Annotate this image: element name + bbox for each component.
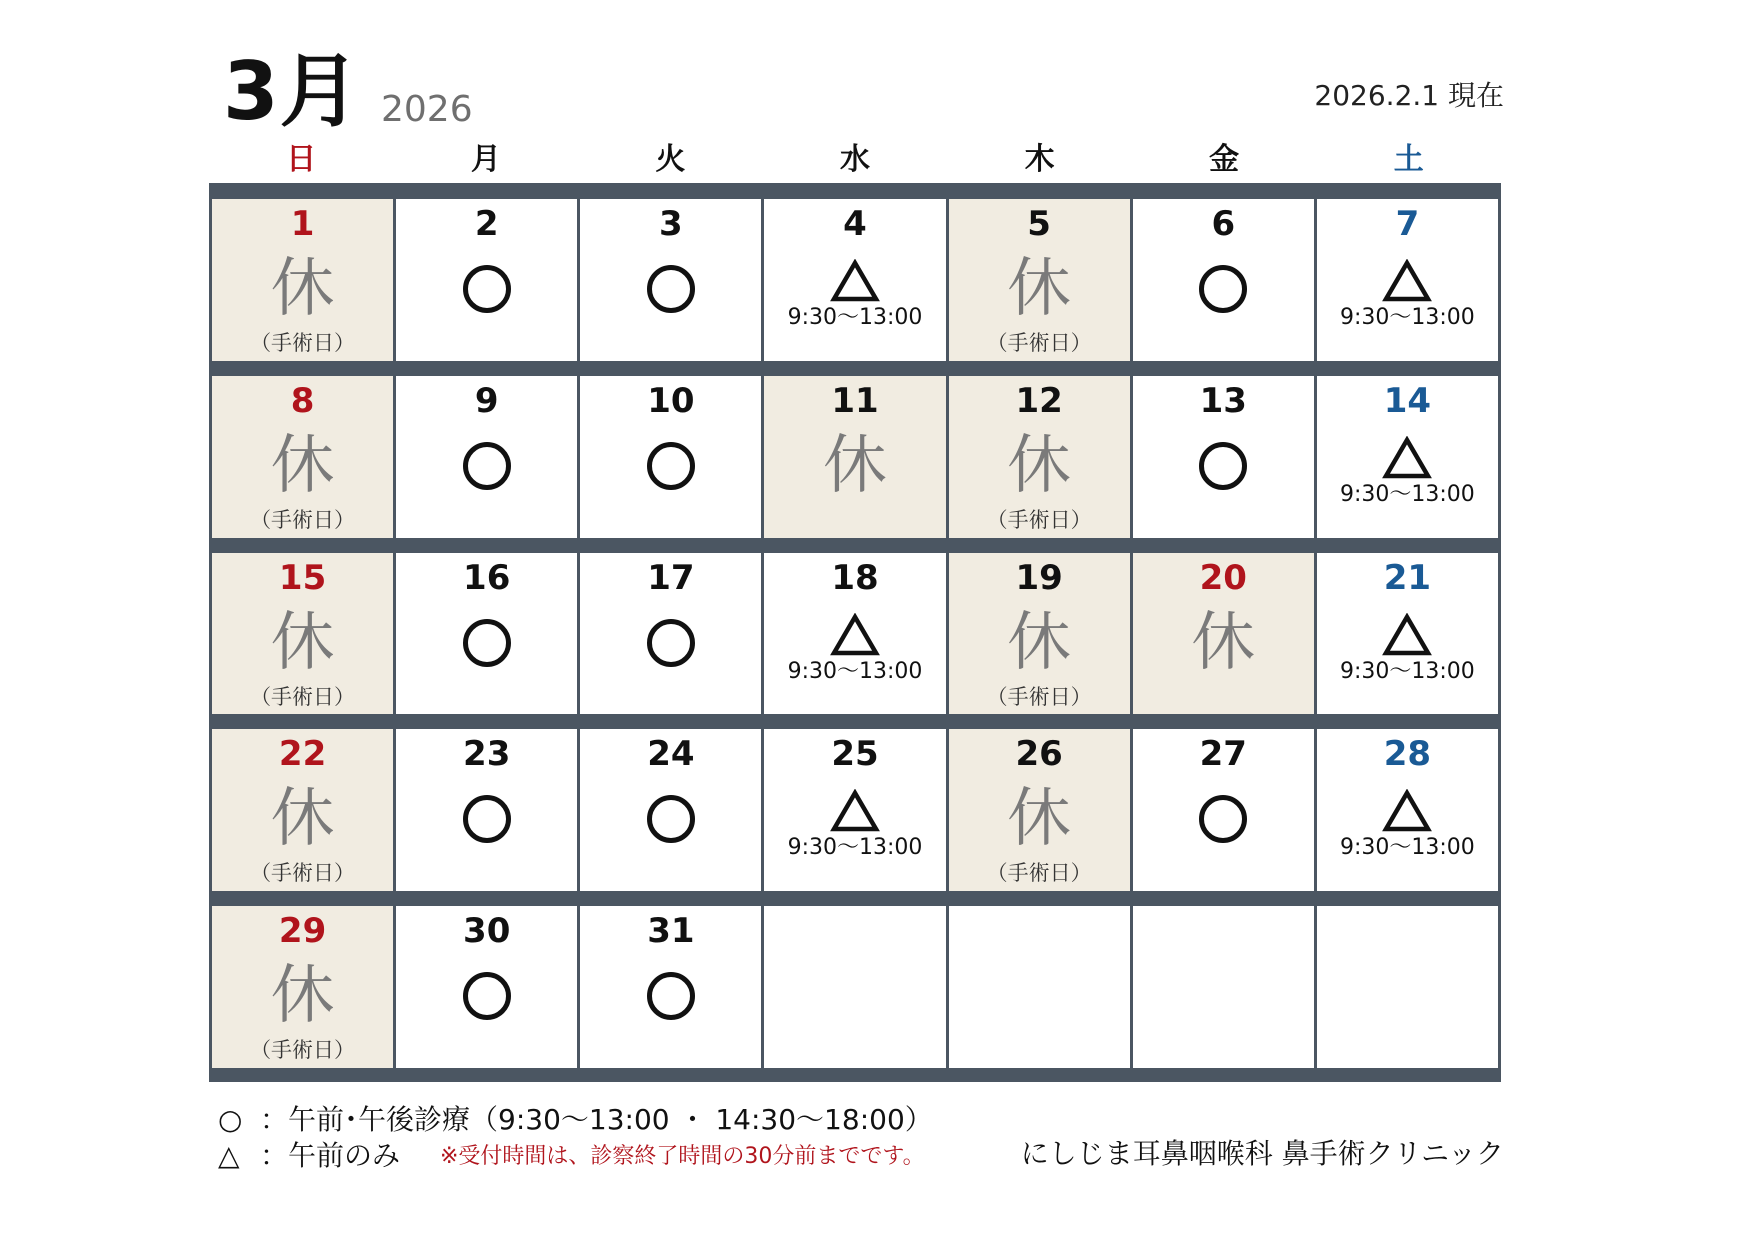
reception-notice: ※受付時間は、診察終了時間の30分前までです。: [440, 1144, 925, 1169]
day-cell: [396, 906, 577, 1068]
day-number: 25: [831, 734, 879, 775]
calendar-grid: [209, 183, 1501, 1082]
legend-morning: [218, 1139, 401, 1172]
weekday-mon: 月: [470, 142, 501, 177]
day-number: 4: [843, 204, 867, 244]
day-cell: [212, 729, 393, 891]
day-number: 28: [1383, 734, 1432, 775]
day-number: 31: [647, 911, 695, 952]
clinic-name: にしじま耳鼻咽喉科 鼻手術クリニック: [1020, 1137, 1504, 1170]
closed-mark: 休: [1007, 252, 1072, 326]
month-title: 3月: [223, 45, 361, 138]
weekday-header: [209, 140, 1501, 180]
day-number: 1: [290, 204, 315, 244]
day-number: 5: [1027, 204, 1051, 244]
empty-day-cell: [949, 906, 1130, 1068]
legend-morning-text: ：午前のみ: [260, 1139, 401, 1172]
day-number: 11: [831, 380, 879, 421]
closed-mark: 休: [270, 605, 335, 680]
day-cell: [1317, 553, 1498, 715]
surgery-day-note: （手術日）: [250, 861, 356, 886]
day-number: 12: [1015, 380, 1063, 421]
triangle-icon: [1382, 613, 1432, 657]
day-number: 18: [831, 557, 879, 598]
morning-hours: 9:30〜13:00: [1340, 658, 1475, 684]
closed-mark: 休: [270, 428, 335, 503]
day-cell: [764, 553, 945, 715]
day-number: 29: [278, 911, 327, 952]
open-circle-icon: [647, 265, 695, 313]
surgery-day-note: （手術日）: [250, 1038, 356, 1063]
day-cell: [949, 729, 1130, 891]
day-cell: [1317, 199, 1498, 361]
day-cell: [949, 553, 1130, 715]
as-of-date: 2026.2.1 現在: [1314, 79, 1504, 112]
morning-hours: 9:30〜13:00: [787, 658, 923, 684]
weekday-fri: 金: [1209, 142, 1240, 177]
triangle-icon: [830, 789, 880, 833]
morning-hours: 9:30〜13:00: [1340, 305, 1475, 330]
closed-mark: 休: [1007, 605, 1072, 680]
surgery-day-note: （手術日）: [250, 331, 356, 355]
day-cell: [212, 906, 393, 1068]
surgery-day-note: （手術日）: [986, 331, 1092, 355]
day-cell: [1133, 376, 1314, 538]
open-circle-icon: [647, 795, 695, 843]
day-number: 22: [278, 734, 327, 775]
empty-day-cell: [1133, 906, 1314, 1068]
surgery-day-note: （手術日）: [986, 684, 1092, 709]
day-number: 16: [463, 557, 511, 598]
day-number: 24: [647, 734, 695, 775]
closed-mark: 休: [822, 428, 887, 503]
day-number: 17: [647, 557, 695, 598]
day-cell: [580, 376, 761, 538]
weekday-thu: 木: [1024, 142, 1055, 177]
morning-hours: 9:30〜13:00: [1340, 835, 1475, 861]
legend-open-text: ：午前･午後診療（9:30〜13:00 ・ 14:30〜18:00）: [260, 1103, 933, 1136]
open-circle-icon: [463, 795, 511, 843]
day-cell: [580, 199, 761, 361]
surgery-day-note: （手術日）: [986, 507, 1092, 532]
day-number: 19: [1015, 557, 1063, 598]
day-cell: [212, 553, 393, 715]
day-cell: [580, 729, 761, 891]
day-cell: [764, 729, 945, 891]
year-label: 2026: [381, 89, 473, 130]
day-number: 7: [1395, 204, 1420, 244]
open-circle-icon: [647, 619, 695, 667]
closed-mark: 休: [1191, 605, 1256, 680]
day-cell: [580, 906, 761, 1068]
day-number: 26: [1015, 734, 1063, 775]
empty-day-cell: [1317, 906, 1498, 1068]
triangle-icon: △: [218, 1139, 240, 1172]
day-number: 9: [474, 380, 499, 421]
open-circle-icon: [1199, 265, 1247, 313]
day-cell: [1133, 553, 1314, 715]
day-number: 14: [1383, 380, 1432, 421]
weekday-tue: 火: [655, 142, 686, 177]
surgery-day-note: （手術日）: [250, 684, 356, 709]
day-number: 3: [659, 204, 683, 244]
day-number: 13: [1199, 380, 1247, 421]
day-cell: [396, 553, 577, 715]
weekday-wed: 水: [839, 142, 870, 177]
day-number: 30: [463, 911, 511, 952]
triangle-icon: [830, 613, 880, 657]
open-circle-icon: [463, 265, 511, 313]
day-cell: [1133, 199, 1314, 361]
day-cell: [580, 553, 761, 715]
weekday-sat: 土: [1393, 142, 1424, 177]
day-cell: [764, 199, 945, 361]
morning-hours: 9:30〜13:00: [787, 305, 923, 330]
closed-mark: 休: [1007, 428, 1072, 503]
open-circle-icon: ○: [218, 1103, 243, 1136]
day-cell: [949, 199, 1130, 361]
triangle-icon: [1382, 436, 1432, 480]
day-number: 20: [1199, 557, 1247, 598]
closed-mark: 休: [270, 252, 335, 326]
day-cell: [396, 729, 577, 891]
open-circle-icon: [647, 442, 695, 490]
day-number: 21: [1383, 557, 1432, 598]
day-cell: [212, 199, 393, 361]
day-number: 8: [290, 380, 315, 421]
day-number: 15: [278, 557, 327, 598]
day-number: 23: [463, 734, 511, 775]
weekday-sun: 日: [286, 142, 317, 177]
empty-day-cell: [764, 906, 945, 1068]
open-circle-icon: [1199, 795, 1247, 843]
day-number: 27: [1199, 734, 1247, 775]
day-cell: [1317, 729, 1498, 891]
closed-mark: 休: [270, 959, 335, 1034]
day-cell: [396, 199, 577, 361]
surgery-day-note: （手術日）: [250, 507, 356, 532]
triangle-icon: [830, 259, 880, 303]
surgery-day-note: （手術日）: [986, 861, 1092, 886]
day-number: 6: [1211, 204, 1236, 244]
closed-mark: 休: [270, 782, 335, 857]
day-cell: [764, 376, 945, 538]
day-number: 10: [647, 380, 695, 421]
day-number: 2: [474, 204, 499, 244]
day-cell: [949, 376, 1130, 538]
day-cell: [396, 376, 577, 538]
triangle-icon: [1382, 789, 1432, 833]
legend-open: [218, 1103, 933, 1136]
open-circle-icon: [647, 972, 695, 1020]
triangle-icon: [1382, 259, 1432, 303]
day-cell: [1133, 729, 1314, 891]
open-circle-icon: [463, 972, 511, 1020]
day-cell: [212, 376, 393, 538]
morning-hours: 9:30〜13:00: [1340, 481, 1475, 507]
open-circle-icon: [463, 619, 511, 667]
open-circle-icon: [463, 442, 511, 490]
morning-hours: 9:30〜13:00: [787, 835, 923, 861]
open-circle-icon: [1199, 442, 1247, 490]
day-cell: [1317, 376, 1498, 538]
closed-mark: 休: [1007, 782, 1072, 857]
